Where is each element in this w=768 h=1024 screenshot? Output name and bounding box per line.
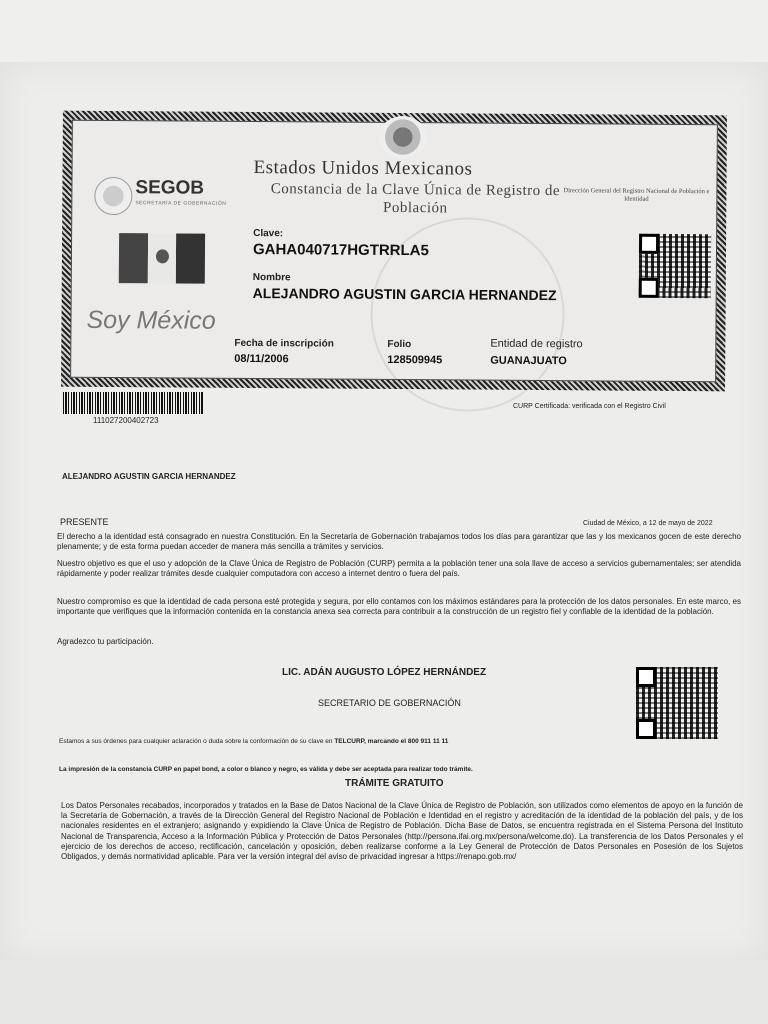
background-bottom — [0, 960, 768, 1024]
presente-label: PRESENTE — [60, 517, 109, 527]
privacy-notice: Los Datos Personales recabados, incorporados y tratados en la Base de Datos Nacional de la Clave Única de Registro de Población, son utilizados como elementos de apoyo en la función de la Secretaría de Gobernación, a través de la Dirección General del Registro Nacional de Población e Identidad en el registro y acreditación de la identidad de la población del país, y de los nacionales residentes en el extranjero; asignando y expidiendo la Clave Única de Registro de Población. Dicha Base de Datos, se encuentra registrada en el Sistema Persona del Instituto Nacional de Transparencia, Acceso a la Información Pública y Protección de Datos Personales (http://persona.ifai.org.mx/persona/welcome.do). La transferencia de los Datos Personales y el ejercicio de los derechos de acceso, rectificación, cancelación y oposición, deben realizarse conforme a la Ley General de Protección de Datos Personales en Posesión de los Sujetos Obligados, y demás normatividad aplicable. Para ver la versión integral del aviso de privacidad ingresar a https://renapo.gob.mx/ — [61, 801, 743, 862]
folio-number: 128509945 — [387, 353, 443, 367]
impression-note: La impresión de la constancia CURP en papel bond, a color o blanco y negro, es válida y debe ser aceptada para realizar todo trámite. — [59, 766, 473, 773]
full-name: ALEJANDRO AGUSTIN GARCIA HERNANDEZ — [252, 285, 557, 304]
agency-subtitle: SECRETARÍA DE GOBERNACIÓN — [135, 200, 227, 207]
background-top — [0, 0, 768, 66]
barcode-number: 111027200402723 — [93, 416, 159, 425]
letter-qr-code — [636, 667, 718, 739]
slogan: Soy México — [86, 305, 216, 335]
contact-phone: TELCURP, marcando el 800 911 11 11 — [334, 738, 449, 745]
signer-name: LIC. ADÁN AUGUSTO LÓPEZ HERNÁNDEZ — [282, 667, 487, 678]
folio-label: Folio — [387, 338, 412, 351]
registry-entity-label: Entidad de registro — [490, 337, 583, 351]
barcode — [63, 392, 203, 414]
contact-text: Estamos a sus órdenes para cualquier aclaración o duda sobre la conformación de su clave en — [59, 738, 335, 745]
national-seal-icon — [379, 116, 427, 158]
letter-paragraph-3: Nuestro compromiso es que la identidad de cada persona esté protegida y segura, por ello contamos con los máximos estándares para la protección de los datos personales. En este marco, es importante que verifiques que la información contenida en la constancia anexa sea correcta para contribuir a la construcción de un registro fiel y confiable de la identidad de la población. — [57, 597, 741, 616]
clave-label: Clave: — [253, 228, 284, 240]
contact-line — [59, 738, 619, 745]
agency-name: SEGOB — [135, 177, 205, 199]
mexico-flag-icon — [119, 233, 205, 284]
letter-recipient: ALEJANDRO AGUSTIN GARCIA HERNANDEZ — [62, 472, 236, 481]
certificate-subtitle: Constancia de la Clave Única de Registro de Población — [270, 181, 561, 217]
registry-entity: GUANAJUATO — [490, 354, 567, 368]
letter-paragraph-1: El derecho a la identidad está consagrado en nuestra Constitución. En la Secretaría de Gobernación trabajamos todos los días para garantizar que las y los mexicanos gocen de este derecho plenamente; y de esta forma puedan acceder de manera más sencilla a trámites y servicios. — [57, 532, 741, 551]
signer-title: SECRETARIO DE GOBERNACIÓN — [318, 698, 461, 708]
letter-paragraph-2: Nuestro objetivo es que el uso y adopción de la Clave Única de Registro de Población (CURP) permita a la población tener una sola llave de acceso a servicios gubernamentales; ser atendida rápidamente y poder realizar trámites desde cualquier computadora con acceso a internet dentro o fuera del país. — [57, 559, 741, 578]
registration-date: 08/11/2006 — [234, 352, 289, 366]
curp-certificate — [61, 111, 727, 392]
letter-thanks: Agradezco tu participación. — [57, 637, 154, 646]
segob-logo-icon — [94, 177, 132, 215]
letter-date: Ciudad de México, a 12 de mayo de 2022 — [583, 520, 713, 527]
registry-office: Dirección General del Registro Nacional de Población e Identidad — [563, 187, 710, 203]
certificate-qr-code — [639, 234, 711, 299]
registration-date-label: Fecha de inscripción — [234, 337, 334, 350]
nombre-label: Nombre — [252, 272, 291, 284]
curp-certified-note: CURP Certificada: verificada con el Registro Civil — [513, 403, 666, 410]
certificate-title: Estados Unidos Mexicanos — [253, 157, 473, 180]
curp-value: GAHA040717HGTRRLA5 — [252, 241, 429, 260]
free-procedure: TRÁMITE GRATUITO — [345, 778, 444, 789]
